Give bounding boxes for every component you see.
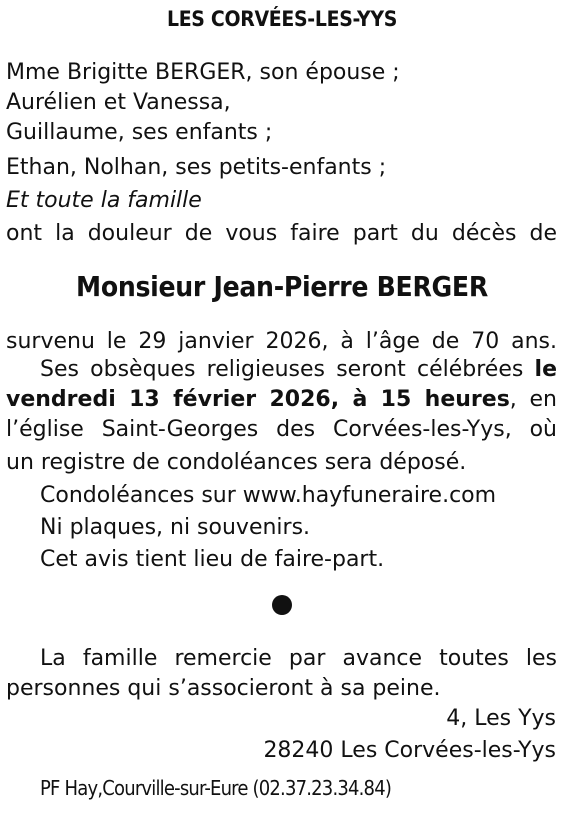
- family-line-spouse: Mme Brigitte BERGER, son épouse ;: [6, 60, 400, 85]
- thanks-line-1: La famille remercie par avance toutes les: [40, 646, 557, 671]
- funeral-line-2: [6, 385, 557, 415]
- notice-heading: LES CORVÉES-LES-YYS: [166, 7, 398, 31]
- family-line-children-1: Aurélien et Vanessa,: [6, 90, 231, 115]
- family-line-all: Et toute la famille: [6, 188, 202, 213]
- address-line-1: 4, Les Yys: [446, 706, 556, 731]
- funeral-intro: Ses obsèques religieuses seront célébrées: [40, 357, 524, 382]
- funeral-church: l’église Saint-Georges des Corvées-les-Yys, où: [6, 417, 557, 442]
- tient-lieu-line: Cet avis tient lieu de faire-part.: [40, 547, 385, 572]
- family-line-grandchildren: Ethan, Nolhan, ses petits-enfants ;: [6, 155, 387, 180]
- thanks-line-2: personnes qui s’associeront à sa peine.: [6, 676, 441, 701]
- separator-dot-icon: [272, 595, 292, 615]
- family-line-children-2: Guillaume, ses enfants ;: [6, 120, 273, 145]
- funeral-date: vendredi 13 février 2026, à 15 heures: [6, 387, 510, 412]
- death-date-line: survenu le 29 janvier 2026, à l’âge de 70 ans.: [6, 329, 557, 354]
- funeral-after-date: , en: [509, 387, 557, 412]
- announcement-line: ont la douleur de vous faire part du décès de: [6, 221, 557, 246]
- funeral-home-line: PF Hay,Courville-sur-Eure (02.37.23.34.84): [40, 776, 392, 800]
- funeral-line-1: [40, 355, 557, 385]
- no-flowers-line: Ni plaques, ni souvenirs.: [40, 515, 311, 540]
- condolences-line: Condoléances sur www.hayfuneraire.com: [40, 483, 497, 508]
- funeral-date-start: le: [534, 357, 557, 382]
- deceased-name: Monsieur Jean-Pierre BERGER: [76, 270, 488, 303]
- address-line-2: 28240 Les Corvées-les-Yys: [263, 738, 556, 763]
- funeral-registry: un registre de condoléances sera déposé.: [6, 450, 467, 475]
